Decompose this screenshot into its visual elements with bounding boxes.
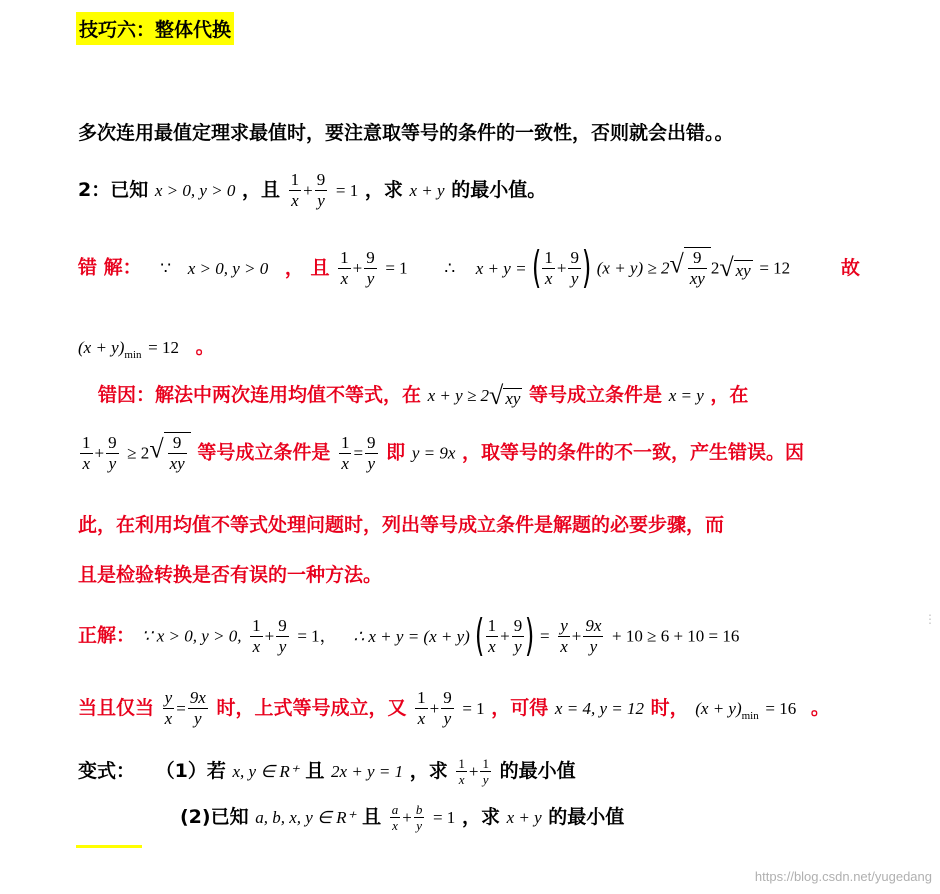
fraction-b-over-y: $\frac{b}{y}$ (415, 802, 423, 833)
fraction-9x-over-y: $\frac{9x}{y}$ (189, 688, 206, 728)
side-scroll-marker: ⋮ (924, 612, 936, 626)
equality-line: 当且仅当 $\frac{y}{x}$ = $\frac{9x}{y}$ 时，上式等号成立，又 $\frac{1}{x}$ + $\frac{9}{y}$ = 1 ，可得 x = 4, y = 12 时， $(x + y)_{min} = 16$ 。 (78, 688, 830, 728)
reason-text-c: ，在 (710, 384, 749, 406)
reason-line-2: $\frac{1}{x}$ + $\frac{9}{y}$ ≥ 2√ $\frac{9}{xy}$ 等号成立条件是 $\frac{1}{x}$ = $\frac{9}{y}$ 即 y = 9x ，取等号的条件的不一致，产生错误。因 (82, 432, 805, 473)
equality-text-d: ，可得 (491, 697, 549, 719)
equality-values: x = 4, y = 12 (554, 699, 644, 718)
fraction-9-over-y: $\frac{9}{y}$ (513, 615, 523, 656)
watermark: https://blog.csdn.net/yugedang (754, 869, 932, 884)
min-subscript: min (741, 709, 759, 722)
reason-math-3: y = 9x (411, 443, 456, 463)
problem-line: 2：已知 x > 0, y > 0 ，且 $\frac{1}{x}$ + $\frac{9}{y}$ = 1 ，求 x + y 的最小值。 (78, 170, 547, 210)
section-title: 技巧六：整体代换 (76, 12, 234, 45)
equality-min-expr: (x + y) (695, 699, 742, 718)
fraction-1-over-x: $\frac{1}{x}$ (487, 615, 497, 656)
wrong-min-value: = 12 (148, 338, 179, 357)
correct-condition: ∵ x > 0, y > 0, (141, 626, 242, 646)
fraction-9-over-y: $\frac{9}{y}$ (367, 432, 376, 473)
fraction-9-over-y: $\frac{9}{y}$ (570, 247, 579, 288)
wrong-so: 故 (840, 256, 860, 279)
fraction-1-over-x: $\frac{1}{x}$ (290, 170, 300, 210)
therefore-symbol: ∴ (444, 258, 456, 278)
problem-ask: ，求 (364, 179, 403, 201)
variant-1-text-b: 且 (305, 760, 325, 782)
wrong-solution-line: 错 解： ∵ x > 0, y > 0 ， 且 $\frac{1}{x}$ + $\frac{9}{y}$ = 1 ∴ x + y = ( $\frac{1}{x}$ + $\frac{9}{y}$ ) (x + y) ≥ 2√ $\frac{9}{xy}$ 2√ xy = 12 故 (78, 242, 860, 293)
reason-line-4: 且是检验转换是否有误的一种方法。 (78, 564, 383, 586)
problem-and: ，且 (242, 179, 281, 201)
fraction-1-over-x: $\frac{1}{x}$ (417, 688, 426, 728)
fraction-9-over-y: $\frac{9}{y}$ (108, 432, 117, 473)
variant-1-text-c: ，求 (409, 760, 448, 782)
problem-label: 2：已知 (78, 179, 149, 201)
fraction-9-over-y: $\frac{9}{y}$ (443, 688, 452, 728)
wrong-min-dot: 。 (195, 336, 215, 358)
intro-text: 多次连用最值定理求最值时，要注意取等号的条件的一致性，否则就会出错。。 (78, 122, 734, 144)
fraction-9-over-y: $\frac{9}{y}$ (316, 170, 326, 210)
equality-text-e: 时， (650, 697, 689, 719)
problem-ask-tail: 的最小值。 (451, 179, 547, 201)
because-symbol: ∵ (160, 258, 172, 278)
fraction-1-over-x: $\frac{1}{x}$ (340, 432, 350, 473)
wrong-mid: 2 (710, 258, 720, 278)
wrong-label: 错 解： (78, 256, 142, 279)
wrong-eq-tail: = 1 (385, 258, 408, 278)
wrong-min-line (78, 332, 215, 361)
reason-text-b: 等号成立条件是 (529, 384, 663, 406)
wrong-expr-start: x + y = (475, 258, 527, 278)
correct-solution-line: 正解： ∵ x > 0, y > 0, $\frac{1}{x}$ + $\frac{9}{y}$ = 1， ∴ x + y = (x + y) ( $\frac{1}{x}$ + $\frac{9}{y}$ ) = $\frac{y}{x}$ + $\frac{9x}{y}$ + 10 ≥ 6 + 10 = 16 (78, 610, 740, 661)
min-subscript: min (124, 348, 142, 361)
equality-text-a: 当且仅当 (78, 697, 155, 719)
reason-line-3: 此，在利用均值不等式处理问题时，列出等号成立条件是解题的必要步骤，而 (78, 514, 725, 536)
correct-eq-tail: = 1， (297, 626, 337, 646)
wrong-and: ， 且 (284, 256, 330, 279)
variant-2-target: x + y (506, 808, 542, 827)
fraction-a-over-x: $\frac{a}{x}$ (391, 802, 399, 833)
wrong-ge: (x + y) ≥ 2 (596, 258, 670, 278)
reason-math-2: x = y (668, 386, 704, 405)
fraction-y-over-x: $\frac{y}{x}$ (560, 615, 568, 656)
reason-text-e: 即 (386, 441, 406, 464)
variant-2-text-c: ，求 (461, 806, 500, 828)
fraction-1-over-x: $\frac{1}{x}$ (544, 247, 553, 288)
fraction-y-over-x: $\frac{y}{x}$ (164, 688, 173, 728)
reason-text-a: 错因：解法中两次连用均值不等式，在 (98, 384, 422, 406)
variant-2-text-d: 的最小值 (548, 806, 625, 828)
wrong-min-expr: (x + y) (78, 338, 125, 357)
correct-therefore: ∴ x + y = (x + y) (353, 626, 470, 646)
reason-text-f: ，取等号的条件的不一致，产生错误。因 (462, 441, 805, 464)
equality-dot: 。 (810, 697, 830, 719)
reason-math-1: x + y ≥ 2 (427, 386, 490, 405)
sqrt-9-over-xy: √ $\frac{9}{xy}$ (669, 247, 710, 289)
reason-ge: ≥ 2 (127, 443, 150, 463)
correct-tail: + 10 ≥ 6 + 10 = 16 (612, 626, 740, 646)
equality-min-value: = 16 (765, 699, 797, 718)
problem-target: x + y (409, 181, 445, 200)
problem-eq-tail: = 1 (335, 181, 359, 200)
variant-1-equation: 2x + y = 1 (331, 762, 404, 781)
sqrt-xy: √ xy (719, 253, 751, 282)
fraction-1-over-y: $\frac{1}{y}$ (482, 756, 489, 787)
fraction-1-over-x: $\frac{1}{x}$ (82, 432, 91, 473)
variant-1-text-d: 的最小值 (499, 760, 576, 782)
fraction-9-over-y: $\frac{9}{y}$ (366, 247, 375, 288)
variant-label: 变式： (78, 760, 136, 782)
correct-label: 正解： (78, 624, 136, 647)
fraction-1-over-x: $\frac{1}{x}$ (252, 615, 261, 656)
variant-line-1: 变式： （1）若 x, y ∈ R⁺ 且 2x + y = 1 ，求 $\frac{1}{x}$ + $\frac{1}{y}$ 的最小值 (78, 756, 576, 787)
wrong-condition: x > 0, y > 0 (187, 258, 269, 278)
wrong-result: = 12 (759, 258, 791, 278)
variant-2-set: a, b, x, y ∈ R⁺ (255, 808, 356, 827)
fraction-1-over-x: $\frac{1}{x}$ (340, 247, 349, 288)
sqrt-9-over-xy: √ $\frac{9}{xy}$ (149, 432, 190, 474)
highlight-bar (76, 845, 142, 848)
variant-1-text-a: （1）若 (155, 760, 226, 782)
variant-1-set: x, y ∈ R⁺ (232, 762, 299, 781)
variant-2-equation: = 1 (432, 808, 456, 827)
reason-text-d: 等号成立条件是 (197, 441, 331, 464)
variant-2-text-b: 且 (362, 806, 382, 828)
reason-line-1 (98, 380, 748, 411)
variant-2-text-a: (2)已知 (180, 806, 249, 828)
fraction-9-over-y: $\frac{9}{y}$ (278, 615, 287, 656)
problem-condition: x > 0, y > 0 (154, 181, 236, 200)
sqrt-xy: √ xy (489, 380, 521, 410)
variant-line-2: (2)已知 a, b, x, y ∈ R⁺ 且 $\frac{a}{x}$ + $\frac{b}{y}$ = 1 ，求 x + y 的最小值 (180, 802, 625, 833)
fraction-9x-over-y: $\frac{9x}{y}$ (585, 615, 602, 656)
fraction-1-over-x: $\frac{1}{x}$ (458, 756, 465, 787)
equality-eq: = 1 (462, 699, 485, 718)
equality-text-b: 时，上式等号成立，又 (216, 697, 407, 719)
